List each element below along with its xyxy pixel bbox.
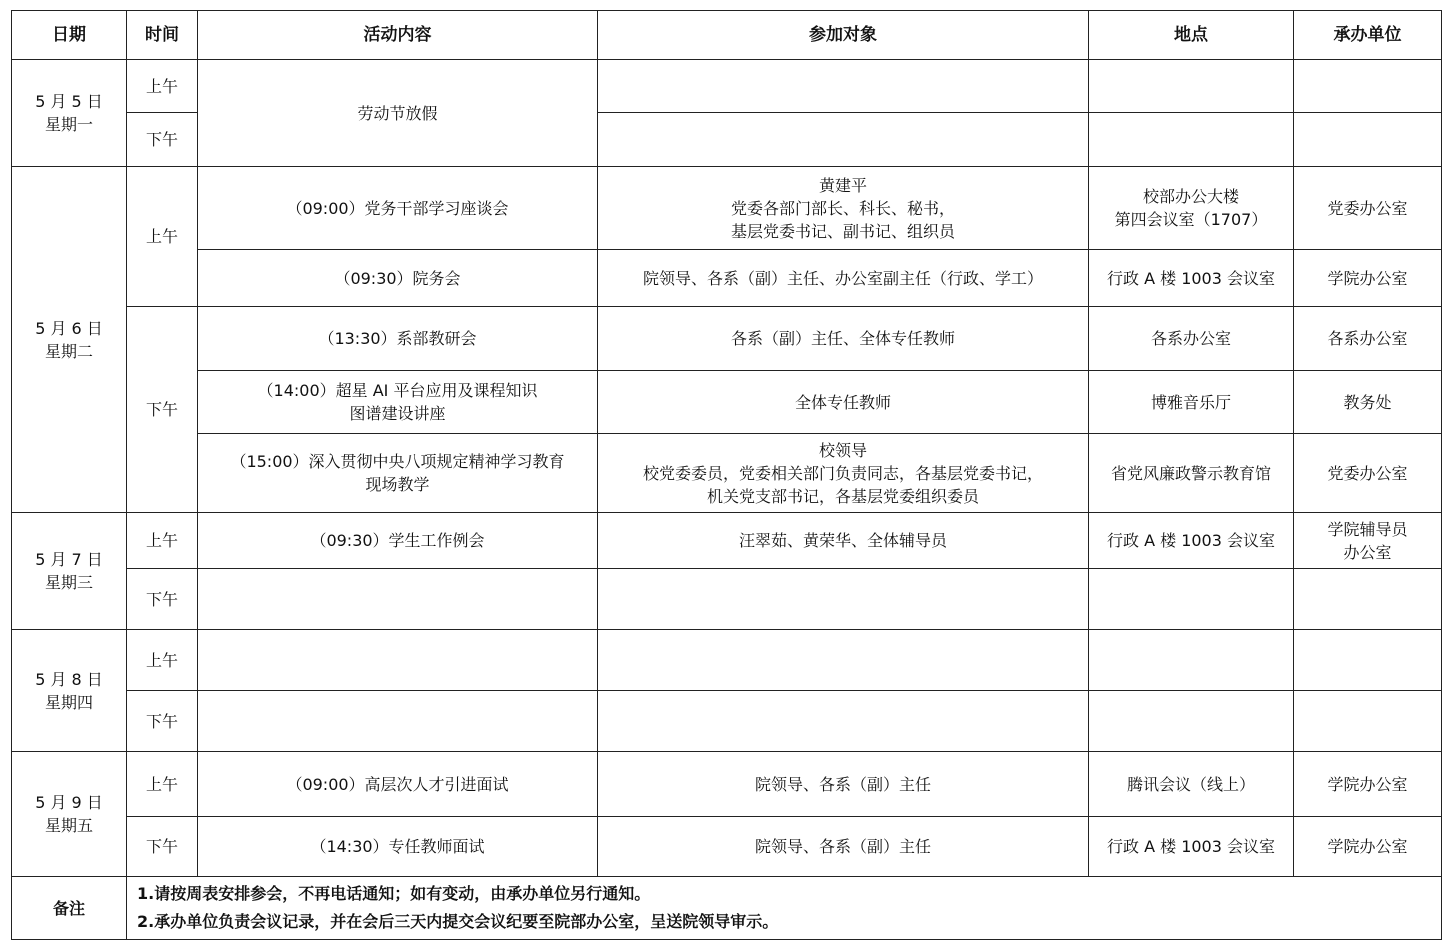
location-cell: 腾讯会议（线上） bbox=[1089, 752, 1294, 817]
period-cell: 下午 bbox=[127, 691, 198, 752]
content-cell: （14:30）专任教师面试 bbox=[198, 817, 598, 877]
header-date: 日期 bbox=[12, 11, 127, 60]
date-cell: 5 月 6 日 星期二 bbox=[12, 167, 127, 513]
location-cell bbox=[1089, 569, 1294, 630]
period-cell: 下午 bbox=[127, 307, 198, 513]
participants-cell: 院领导、各系（副）主任 bbox=[598, 752, 1089, 817]
period-cell: 下午 bbox=[127, 113, 198, 167]
content-cell: （15:00）深入贯彻中央八项规定精神学习教育 现场教学 bbox=[198, 434, 598, 513]
table-row bbox=[12, 752, 1442, 817]
period-cell: 上午 bbox=[127, 60, 198, 113]
organizer-cell bbox=[1294, 691, 1442, 752]
period-cell: 下午 bbox=[127, 817, 198, 877]
content-cell: 劳动节放假 bbox=[198, 60, 598, 167]
header-time: 时间 bbox=[127, 11, 198, 60]
participants-cell: 各系（副）主任、全体专任教师 bbox=[598, 307, 1089, 371]
location-cell bbox=[1089, 630, 1294, 691]
location-cell: 省党风廉政警示教育馆 bbox=[1089, 434, 1294, 513]
participants-cell: 院领导、各系（副）主任 bbox=[598, 817, 1089, 877]
period-cell: 下午 bbox=[127, 569, 198, 630]
content-cell: （09:30）学生工作例会 bbox=[198, 513, 598, 569]
date-cell: 5 月 7 日 星期三 bbox=[12, 513, 127, 630]
organizer-cell: 学院办公室 bbox=[1294, 817, 1442, 877]
table-row bbox=[12, 307, 1442, 371]
organizer-cell bbox=[1294, 60, 1442, 113]
organizer-cell: 党委办公室 bbox=[1294, 434, 1442, 513]
notes-line-2: 2.承办单位负责会议记录，并在会后三天内提交会议纪要至院部办公室，呈送院领导审示。 bbox=[137, 912, 779, 931]
period-cell: 上午 bbox=[127, 752, 198, 817]
organizer-cell: 教务处 bbox=[1294, 371, 1442, 434]
content-cell bbox=[198, 569, 598, 630]
participants-cell: 黄建平 党委各部门部长、科长、秘书， 基层党委书记、副书记、组织员 bbox=[598, 167, 1089, 250]
table-row bbox=[12, 691, 1442, 752]
participants-cell bbox=[598, 60, 1089, 113]
organizer-cell bbox=[1294, 113, 1442, 167]
organizer-cell bbox=[1294, 569, 1442, 630]
location-cell: 行政 A 楼 1003 会议室 bbox=[1089, 817, 1294, 877]
location-cell: 行政 A 楼 1003 会议室 bbox=[1089, 250, 1294, 307]
date-cell: 5 月 9 日 星期五 bbox=[12, 752, 127, 877]
content-cell: （13:30）系部教研会 bbox=[198, 307, 598, 371]
header-organizer: 承办单位 bbox=[1294, 11, 1442, 60]
participants-cell: 全体专任教师 bbox=[598, 371, 1089, 434]
header-content: 活动内容 bbox=[198, 11, 598, 60]
notes-row bbox=[12, 877, 1442, 940]
date-cell: 5 月 5 日 星期一 bbox=[12, 60, 127, 167]
table-row bbox=[12, 630, 1442, 691]
organizer-cell: 各系办公室 bbox=[1294, 307, 1442, 371]
weekly-schedule-table bbox=[11, 10, 1442, 940]
organizer-cell: 学院办公室 bbox=[1294, 752, 1442, 817]
table-row bbox=[12, 167, 1442, 250]
header-location: 地点 bbox=[1089, 11, 1294, 60]
table-row bbox=[12, 250, 1442, 307]
participants-cell: 校领导 校党委委员，党委相关部门负责同志，各基层党委书记， 机关党支部书记，各基层党委组织委员 bbox=[598, 434, 1089, 513]
location-cell: 行政 A 楼 1003 会议室 bbox=[1089, 513, 1294, 569]
content-cell bbox=[198, 630, 598, 691]
organizer-cell: 学院辅导员 办公室 bbox=[1294, 513, 1442, 569]
table-row bbox=[12, 60, 1442, 113]
content-cell: （14:00）超星 AI 平台应用及课程知识 图谱建设讲座 bbox=[198, 371, 598, 434]
participants-cell: 汪翠茹、黄荣华、全体辅导员 bbox=[598, 513, 1089, 569]
location-cell: 各系办公室 bbox=[1089, 307, 1294, 371]
notes-label: 备注 bbox=[12, 877, 127, 940]
location-cell bbox=[1089, 113, 1294, 167]
participants-cell bbox=[598, 691, 1089, 752]
table-row bbox=[12, 434, 1442, 513]
location-cell bbox=[1089, 60, 1294, 113]
content-cell: （09:00）高层次人才引进面试 bbox=[198, 752, 598, 817]
date-cell: 5 月 8 日 星期四 bbox=[12, 630, 127, 752]
location-cell: 博雅音乐厅 bbox=[1089, 371, 1294, 434]
participants-cell bbox=[598, 630, 1089, 691]
notes-content bbox=[127, 877, 1442, 940]
period-cell: 上午 bbox=[127, 167, 198, 307]
participants-cell bbox=[598, 569, 1089, 630]
header-participants: 参加对象 bbox=[598, 11, 1089, 60]
participants-cell: 院领导、各系（副）主任、办公室副主任（行政、学工） bbox=[598, 250, 1089, 307]
table-row bbox=[12, 513, 1442, 569]
header-row bbox=[12, 11, 1442, 60]
content-cell: （09:30）院务会 bbox=[198, 250, 598, 307]
table-row bbox=[12, 817, 1442, 877]
table-row bbox=[12, 569, 1442, 630]
notes-line-1: 1.请按周表安排参会，不再电话通知；如有变动，由承办单位另行通知。 bbox=[137, 884, 651, 903]
content-cell bbox=[198, 691, 598, 752]
location-cell: 校部办公大楼 第四会议室（1707） bbox=[1089, 167, 1294, 250]
organizer-cell: 党委办公室 bbox=[1294, 167, 1442, 250]
content-cell: （09:00）党务干部学习座谈会 bbox=[198, 167, 598, 250]
location-cell bbox=[1089, 691, 1294, 752]
participants-cell bbox=[598, 113, 1089, 167]
organizer-cell bbox=[1294, 630, 1442, 691]
period-cell: 上午 bbox=[127, 630, 198, 691]
organizer-cell: 学院办公室 bbox=[1294, 250, 1442, 307]
table-row bbox=[12, 371, 1442, 434]
period-cell: 上午 bbox=[127, 513, 198, 569]
